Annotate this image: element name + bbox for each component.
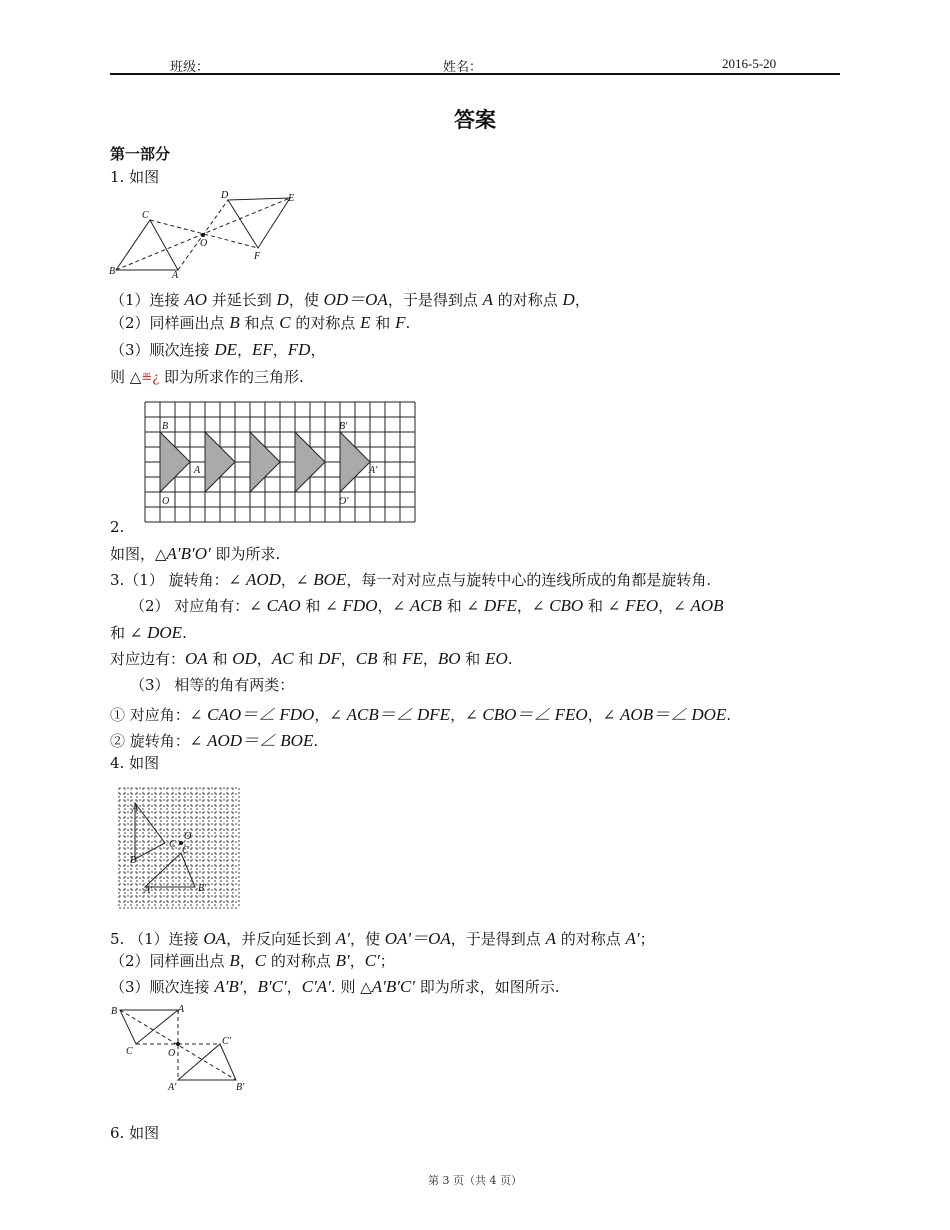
q1-fig-label: E: [288, 193, 295, 204]
q1-fig-label: F: [254, 251, 261, 262]
page-footer: 第 3 页（共 4 页）: [428, 1174, 522, 1187]
q3-line-7: ② 旋转角：∠ AOD＝∠ BOE.: [110, 731, 319, 750]
q4-fig-label: C: [182, 845, 189, 856]
q2-fig-label: O′: [339, 496, 349, 507]
q5-fig-label: C: [126, 1046, 133, 1057]
q5-fig-label: A′: [168, 1082, 177, 1093]
class-label: 班级：: [170, 59, 210, 74]
q2-text: 如图，△A′B′O′ 即为所求.: [110, 544, 281, 563]
q5-line-2: （2）同样画出点 B，C 的对称点 B′，C′；: [110, 951, 395, 970]
q2-fig-label: B: [162, 421, 169, 432]
q3-line-2: （2） 对应角有：∠ CAO 和 ∠ FDO，∠ ACB 和 ∠ DFE，∠ CBO 和 ∠ FEO，∠ AOB: [130, 596, 724, 615]
q2-grid-figure: [144, 401, 416, 525]
q1-fig-label: O: [200, 238, 208, 249]
q5-fig-label: O: [168, 1048, 176, 1059]
q1-fig-label: A: [172, 270, 179, 280]
q3-line-5: （3） 相等的角有两类：: [130, 676, 295, 694]
q2-label: 2.: [110, 518, 125, 536]
q1-fig-label: C: [142, 210, 149, 221]
header-date: 2016-5-20: [722, 56, 777, 71]
q2-fig-label: A′: [369, 465, 378, 476]
q1-fig-label: B: [109, 266, 116, 277]
q3-line-4: 对应边有：OA 和 OD，AC 和 DF，CB 和 FE，BO 和 EO.: [110, 649, 513, 668]
name-label: 姓名：: [443, 59, 483, 74]
page-title: 答案: [454, 108, 496, 132]
q5-fig-label: B′: [236, 1082, 245, 1093]
q4-fig-label: B: [130, 855, 137, 866]
q2-fig-label: B′: [339, 421, 348, 432]
header-rule: [110, 73, 840, 75]
q5-figure: [108, 1002, 256, 1094]
q5-fig-label: C′: [222, 1036, 231, 1047]
q1-figure: [108, 188, 308, 280]
q5-line-3: （3）顺次连接 A′B′，B′C′，C′A′. 则 △A′B′C′ 即为所求，如图所示.: [110, 977, 560, 996]
q1-conclusion: 则 △≝¿ 即为所求作的三角形.: [110, 368, 304, 386]
q3-line-6: ① 对应角：∠ CAO＝∠ FDO，∠ ACB＝∠ DFE，∠ CBO＝∠ FEO，∠ AOB＝∠ DOE.: [110, 705, 732, 724]
q5-fig-label: A: [178, 1004, 185, 1015]
q4-fig-label: B′: [198, 883, 207, 894]
q4-fig-label: A: [132, 803, 139, 814]
q3-line-3: 和 ∠ DOE.: [110, 623, 187, 642]
q5-fig-label: B: [111, 1006, 118, 1017]
q2-fig-label: O: [162, 496, 170, 507]
q2-fig-label: A: [194, 465, 201, 476]
q6-label: 6. 如图: [110, 1124, 160, 1142]
q4-grid-figure: [118, 787, 242, 911]
q1-fig-label: D: [221, 190, 229, 201]
q1-step-3: （3）顺次连接 DE，EF，FD，: [110, 340, 326, 359]
q5-line-1: 5. （1）连接 OA，并反向延长到 A′，使 OA′＝OA，于是得到点 A 的对称点 A′；: [110, 929, 655, 948]
q4-label: 4. 如图: [110, 754, 160, 772]
q1-step-1: （1）连接 AO 并延长到 D，使 OD＝OA，于是得到点 A 的对称点 D，: [110, 290, 590, 309]
q3-line-1: 3.（1） 旋转角：∠ AOD，∠ BOE，每一对对应点与旋转中心的连线所成的角都是旋转角.: [110, 570, 712, 589]
q1-step-2: （2）同样画出点 B 和点 C 的对称点 E 和 F.: [110, 313, 411, 332]
q4-fig-label: O: [184, 831, 192, 842]
q1-label: 1. 如图: [110, 168, 160, 186]
section-heading: 第一部分: [110, 145, 171, 163]
q4-fig-label: A′: [144, 885, 153, 896]
q4-fig-label: C: [169, 839, 176, 850]
